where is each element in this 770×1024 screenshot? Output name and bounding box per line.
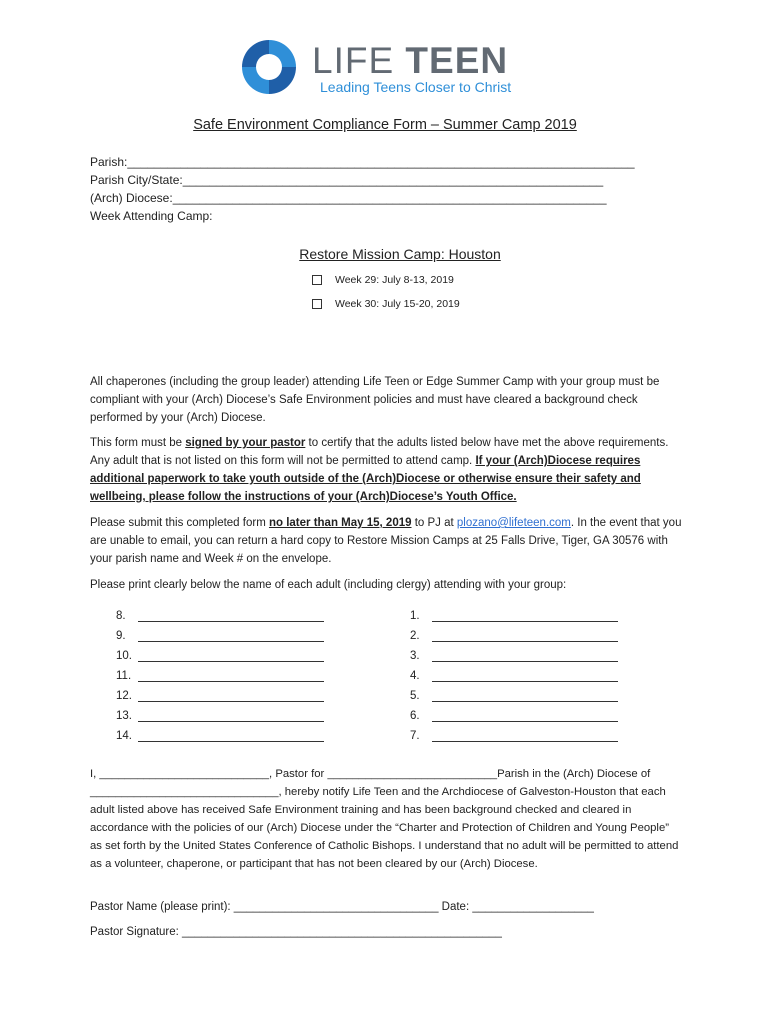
checkbox-icon[interactable] bbox=[312, 299, 322, 309]
list-number: 2. bbox=[410, 630, 420, 642]
name-line[interactable] bbox=[432, 650, 618, 662]
list-number: 4. bbox=[410, 670, 420, 682]
logo-wordmark bbox=[312, 40, 508, 82]
list-number: 6. bbox=[410, 710, 420, 722]
list-item[interactable] bbox=[116, 730, 324, 742]
name-line[interactable] bbox=[138, 690, 324, 702]
chaperone-paragraph: All chaperones (including the group leader) attending Life Teen or Edge Summer Camp with your group must be compliant with your (Arch) Diocese’s Safe Environment policies and must have cleared a background check performed by your (Arch) Diocese. bbox=[90, 376, 660, 424]
diocese-field[interactable]: (Arch) Diocese:_________________________________________________________________ bbox=[90, 191, 607, 205]
name-line[interactable] bbox=[432, 710, 618, 722]
list-number: 3. bbox=[410, 650, 420, 662]
list-item[interactable] bbox=[410, 610, 618, 622]
list-item[interactable] bbox=[116, 650, 324, 662]
list-number: 14. bbox=[116, 730, 132, 742]
parish-field[interactable]: Parish:____________________________________________________________________________ bbox=[90, 155, 635, 169]
name-line[interactable] bbox=[432, 610, 618, 622]
name-line[interactable] bbox=[138, 610, 324, 622]
name-line[interactable] bbox=[432, 670, 618, 682]
p2-emphasis-instructions: If your (Arch)Diocese requires additional paperwork to take youth outside of the (Arch)Diocese or otherwise ensure their safety and wellbeing, please follow the instructions of your (Arch)Diocese’s Youth Office. bbox=[90, 455, 641, 503]
pastor-name-date-field[interactable]: Pastor Name (please print): ________________________________ Date: ___________________ bbox=[90, 901, 594, 913]
camp-name: Restore Mission Camp: Houston bbox=[299, 246, 501, 262]
list-number: 9. bbox=[116, 630, 126, 642]
list-item[interactable] bbox=[410, 730, 618, 742]
p2-emphasis-signed: signed by your pastor bbox=[185, 437, 306, 449]
name-line[interactable] bbox=[432, 690, 618, 702]
p2-text-a: This form must be bbox=[90, 437, 186, 449]
list-number: 8. bbox=[116, 610, 126, 622]
name-line[interactable] bbox=[432, 630, 618, 642]
adult-list-right bbox=[410, 610, 618, 742]
list-item[interactable] bbox=[116, 690, 324, 702]
logo-tagline: Leading Teens Closer to Christ bbox=[320, 79, 512, 95]
list-number: 11. bbox=[116, 670, 132, 682]
name-line[interactable] bbox=[138, 710, 324, 722]
checkbox-icon[interactable] bbox=[312, 275, 322, 285]
list-item[interactable] bbox=[116, 610, 324, 622]
name-line[interactable] bbox=[138, 670, 324, 682]
list-number: 12. bbox=[116, 690, 132, 702]
p3-text-c: to PJ at bbox=[411, 517, 457, 529]
list-number: 10. bbox=[116, 650, 132, 662]
print-names-instruction: Please print clearly below the name of each adult (including clergy) attending with your group: bbox=[90, 579, 567, 591]
week-29-option[interactable] bbox=[312, 274, 454, 286]
name-line[interactable] bbox=[138, 630, 324, 642]
adult-list-left bbox=[116, 610, 324, 742]
pastor-certification: I, ___________________________, Pastor for ___________________________Parish in the (Arch) Diocese of ______________________________, hereby notify Life Teen and the Archdiocese of Galveston-Houston that each adult listed above has received Safe Environment training and has been background checked and cleared in accordance with the policies of our (Arch) Diocese under the “Charter and Protection of Children and Young People” as set forth by the United States Conference of Catholic Bishops. I understand that no adult will be permitted to attend as a volunteer, chaperone, or participant that has not been cleared by our (Arch) Diocese. bbox=[90, 768, 679, 870]
week-29-label: Week 29: July 8-13, 2019 bbox=[335, 274, 454, 286]
name-line[interactable] bbox=[432, 730, 618, 742]
logo-word-bold: TEEN bbox=[405, 40, 509, 81]
list-number: 7. bbox=[410, 730, 420, 742]
list-item[interactable] bbox=[410, 630, 618, 642]
logo-emblem-icon bbox=[238, 36, 300, 98]
list-item[interactable] bbox=[410, 710, 618, 722]
p2-text-c: to certify that the adults listed below have met the above requirements. Any adult that is not listed on this form will not be permitted to attend camp. bbox=[90, 437, 669, 467]
week-30-option[interactable] bbox=[312, 298, 460, 310]
email-link[interactable]: plozano@lifeteen.com bbox=[456, 517, 571, 529]
week-30-label: Week 30: July 15-20, 2019 bbox=[335, 298, 460, 310]
list-item[interactable] bbox=[410, 650, 618, 662]
parish-city-state-field[interactable]: Parish City/State:_______________________________________________________________ bbox=[90, 173, 604, 187]
name-line[interactable] bbox=[138, 650, 324, 662]
form-title: Safe Environment Compliance Form – Summer Camp 2019 bbox=[193, 117, 577, 133]
pastor-signature-paragraph bbox=[90, 434, 690, 506]
list-item[interactable] bbox=[410, 690, 618, 702]
name-line[interactable] bbox=[138, 730, 324, 742]
list-item[interactable] bbox=[116, 630, 324, 642]
p3-deadline: no later than May 15, 2019 bbox=[268, 517, 412, 529]
list-item[interactable] bbox=[410, 670, 618, 682]
list-item[interactable] bbox=[116, 670, 324, 682]
list-number: 13. bbox=[116, 710, 132, 722]
logo-word-light: LIFE bbox=[312, 40, 406, 81]
list-item[interactable] bbox=[116, 710, 324, 722]
list-number: 5. bbox=[410, 690, 420, 702]
life-teen-logo bbox=[238, 38, 538, 98]
p3-text-d: . In the event that you are unable to email, you can return a hard copy to Restore Mission Camps at 25 Falls Drive, Tiger, GA 30576 with your parish name and Week # on the envelope. bbox=[90, 517, 682, 565]
submission-paragraph bbox=[90, 514, 690, 568]
p3-text-a: Please submit this completed form bbox=[90, 517, 269, 529]
week-attending-label: Week Attending Camp: bbox=[90, 209, 213, 223]
pastor-signature-field[interactable]: Pastor Signature: __________________________________________________ bbox=[90, 926, 502, 938]
list-number: 1. bbox=[410, 610, 420, 622]
